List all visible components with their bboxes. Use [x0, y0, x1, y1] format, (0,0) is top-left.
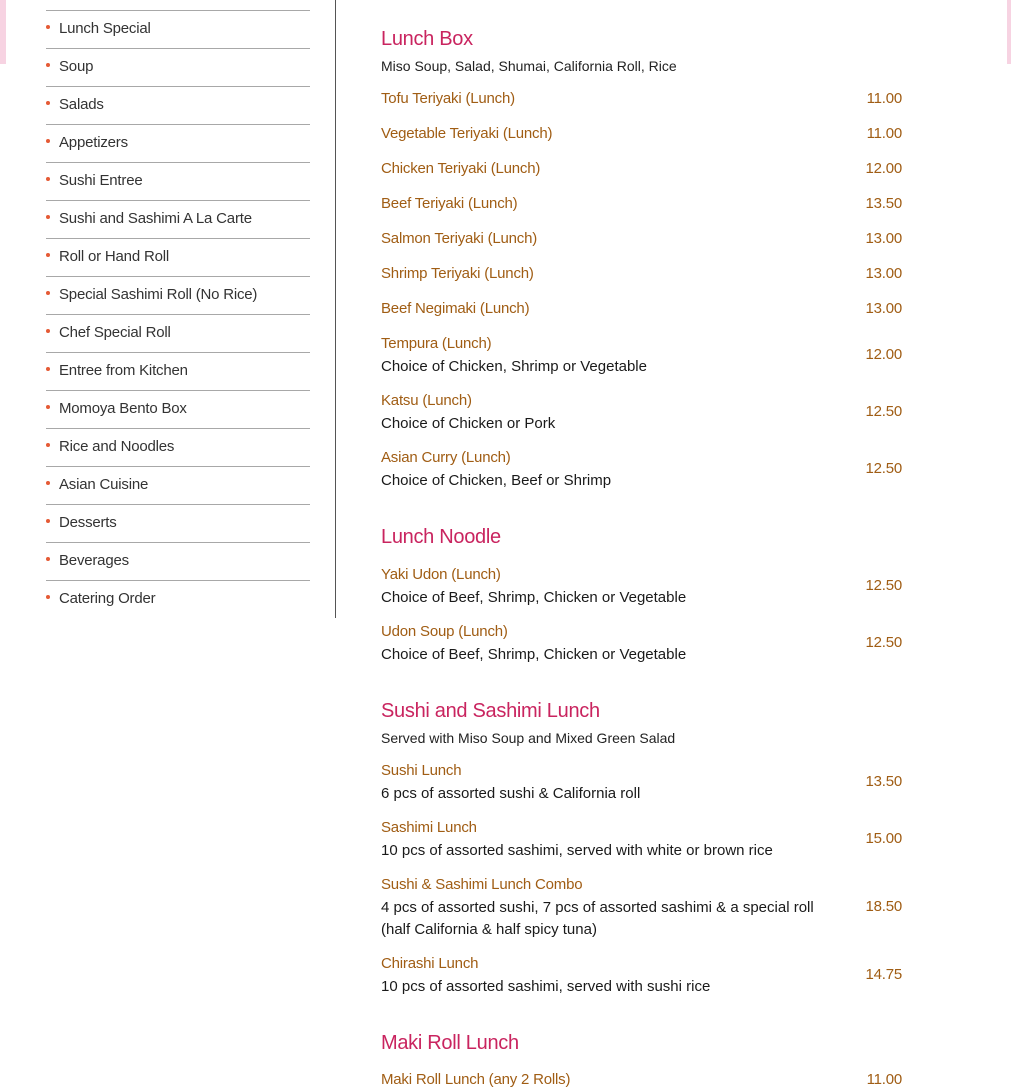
- sidebar-item-appetizers[interactable]: [46, 125, 310, 163]
- menu-item-name[interactable]: Chirashi Lunch: [381, 955, 479, 972]
- menu-item-description: Choice of Chicken, Shrimp or Vegetable: [381, 358, 647, 375]
- sidebar-item-label: Rice and Noodles: [59, 438, 175, 455]
- right-edge-accent: [1007, 0, 1011, 64]
- menu-item-description: 10 pcs of assorted sashimi, served with white or brown rice: [381, 842, 773, 859]
- bullet-icon: [46, 519, 50, 523]
- sidebar-item-rice-and-noodles[interactable]: [46, 429, 310, 467]
- section-title-lunch-box: Lunch Box: [381, 28, 473, 50]
- menu-item-name[interactable]: Udon Soup (Lunch): [381, 623, 508, 640]
- menu-item-price: 13.00: [865, 300, 902, 317]
- bullet-icon: [46, 101, 50, 105]
- section-title-lunch-noodle: Lunch Noodle: [381, 526, 501, 548]
- sidebar-item-momoya-bento-box[interactable]: [46, 391, 310, 429]
- menu-item-name[interactable]: Sushi Lunch: [381, 762, 462, 779]
- sidebar-item-entree-from-kitchen[interactable]: [46, 353, 310, 391]
- bullet-icon: [46, 557, 50, 561]
- menu-item-description: Choice of Chicken, Beef or Shrimp: [381, 472, 612, 489]
- menu-item-price: 12.00: [865, 160, 902, 177]
- menu-item-price: 13.00: [865, 265, 902, 282]
- menu-item-description: Choice of Beef, Shrimp, Chicken or Vegetable: [381, 646, 687, 663]
- menu-item-name[interactable]: Yaki Udon (Lunch): [381, 566, 501, 583]
- menu-item-description: Choice of Chicken or Pork: [381, 415, 556, 432]
- sidebar-item-special-sashimi-roll[interactable]: [46, 277, 310, 315]
- bullet-icon: [46, 291, 50, 295]
- sidebar-item-label: Beverages: [59, 552, 129, 569]
- sidebar-item-soup[interactable]: [46, 49, 310, 87]
- sidebar-item-label: Salads: [59, 96, 104, 113]
- sidebar-item-label: Asian Cuisine: [59, 476, 149, 493]
- sidebar-item-salads[interactable]: [46, 87, 310, 125]
- sidebar-item-label: Appetizers: [59, 134, 128, 151]
- menu-item-price: 18.50: [865, 898, 902, 915]
- menu-item-name[interactable]: Maki Roll Lunch (any 2 Rolls): [381, 1071, 571, 1088]
- menu-item-price: 11.00: [866, 125, 902, 142]
- menu-item-price: 12.50: [865, 634, 902, 651]
- sidebar-item-lunch-special[interactable]: [46, 11, 310, 49]
- menu-item-price: 12.50: [865, 403, 902, 420]
- section-description: Served with Miso Soup and Mixed Green Salad: [381, 730, 676, 746]
- menu-item-price: 15.00: [865, 830, 902, 847]
- menu-item-description: 10 pcs of assorted sashimi, served with sushi rice: [381, 978, 711, 995]
- sidebar-item-label: Entree from Kitchen: [59, 362, 188, 379]
- menu-item-description: 6 pcs of assorted sushi & California roll: [381, 785, 641, 802]
- sidebar-item-label: Special Sashimi Roll (No Rice): [59, 286, 258, 303]
- menu-item-name[interactable]: Vegetable Teriyaki (Lunch): [381, 125, 553, 142]
- menu-item-name[interactable]: Shrimp Teriyaki (Lunch): [381, 265, 534, 282]
- menu-item-name[interactable]: Salmon Teriyaki (Lunch): [381, 230, 538, 247]
- sidebar-item-label: Lunch Special: [59, 20, 151, 37]
- bullet-icon: [46, 329, 50, 333]
- bullet-icon: [46, 215, 50, 219]
- column-divider: [335, 0, 336, 618]
- menu-item-description: Choice of Beef, Shrimp, Chicken or Vegetable: [381, 589, 687, 606]
- bullet-icon: [46, 139, 50, 143]
- menu-item-price: 13.50: [865, 195, 902, 212]
- menu-item-price: 14.75: [865, 966, 902, 983]
- menu-item-price: 12.50: [865, 460, 902, 477]
- sidebar-item-label: Soup: [59, 58, 94, 75]
- bullet-icon: [46, 443, 50, 447]
- sidebar-item-desserts[interactable]: [46, 505, 310, 543]
- menu-item-name[interactable]: Chicken Teriyaki (Lunch): [381, 160, 541, 177]
- sidebar-item-label: Desserts: [59, 514, 117, 531]
- sidebar-item-label: Sushi Entree: [59, 172, 143, 189]
- menu-item-price: 12.50: [865, 577, 902, 594]
- category-sidebar: [46, 0, 310, 618]
- sidebar-item-asian-cuisine[interactable]: [46, 467, 310, 505]
- sidebar-item-label: Roll or Hand Roll: [59, 248, 169, 265]
- bullet-icon: [46, 595, 50, 599]
- section-title-sushi-sashimi-lunch: Sushi and Sashimi Lunch: [381, 700, 600, 722]
- bullet-icon: [46, 177, 50, 181]
- sidebar-item-beverages[interactable]: [46, 543, 310, 581]
- menu-item-name[interactable]: Sashimi Lunch: [381, 819, 477, 836]
- menu-item-name[interactable]: Sushi & Sashimi Lunch Combo: [381, 876, 583, 893]
- sidebar-item-chef-special-roll[interactable]: [46, 315, 310, 353]
- menu-item-name[interactable]: Beef Teriyaki (Lunch): [381, 195, 518, 212]
- menu-item-price: 11.00: [866, 90, 902, 107]
- sidebar-item-sushi-sashimi-a-la-carte[interactable]: [46, 201, 310, 239]
- section-description: Miso Soup, Salad, Shumai, California Roll, Rice: [381, 58, 677, 74]
- menu-item-name[interactable]: Katsu (Lunch): [381, 392, 472, 409]
- menu-item-name[interactable]: Tempura (Lunch): [381, 335, 492, 352]
- left-edge-accent: [0, 0, 6, 64]
- sidebar-item-roll-or-hand-roll[interactable]: [46, 239, 310, 277]
- menu-item-price: 13.00: [865, 230, 902, 247]
- sidebar-top-divider: [46, 0, 310, 11]
- section-title-maki-roll-lunch: Maki Roll Lunch: [381, 1032, 519, 1054]
- sidebar-item-label: Momoya Bento Box: [59, 400, 187, 417]
- menu-item-name[interactable]: Tofu Teriyaki (Lunch): [381, 90, 515, 107]
- menu-item-price: 13.50: [865, 773, 902, 790]
- bullet-icon: [46, 481, 50, 485]
- menu-item-description: 4 pcs of assorted sushi, 7 pcs of assorted sashimi & a special roll (half California & half spicy tuna): [381, 899, 814, 938]
- sidebar-item-label: Catering Order: [59, 590, 156, 607]
- sidebar-item-label: Sushi and Sashimi A La Carte: [59, 210, 252, 227]
- bullet-icon: [46, 405, 50, 409]
- bullet-icon: [46, 25, 50, 29]
- sidebar-item-sushi-entree[interactable]: [46, 163, 310, 201]
- bullet-icon: [46, 63, 50, 67]
- bullet-icon: [46, 253, 50, 257]
- bullet-icon: [46, 367, 50, 371]
- menu-item-name[interactable]: Beef Negimaki (Lunch): [381, 300, 530, 317]
- menu-item-name[interactable]: Asian Curry (Lunch): [381, 449, 511, 466]
- sidebar-item-catering-order[interactable]: [46, 581, 310, 618]
- menu-item-price: 12.00: [865, 346, 902, 363]
- sidebar-item-label: Chef Special Roll: [59, 324, 171, 341]
- menu-item-price: 11.00: [866, 1071, 902, 1088]
